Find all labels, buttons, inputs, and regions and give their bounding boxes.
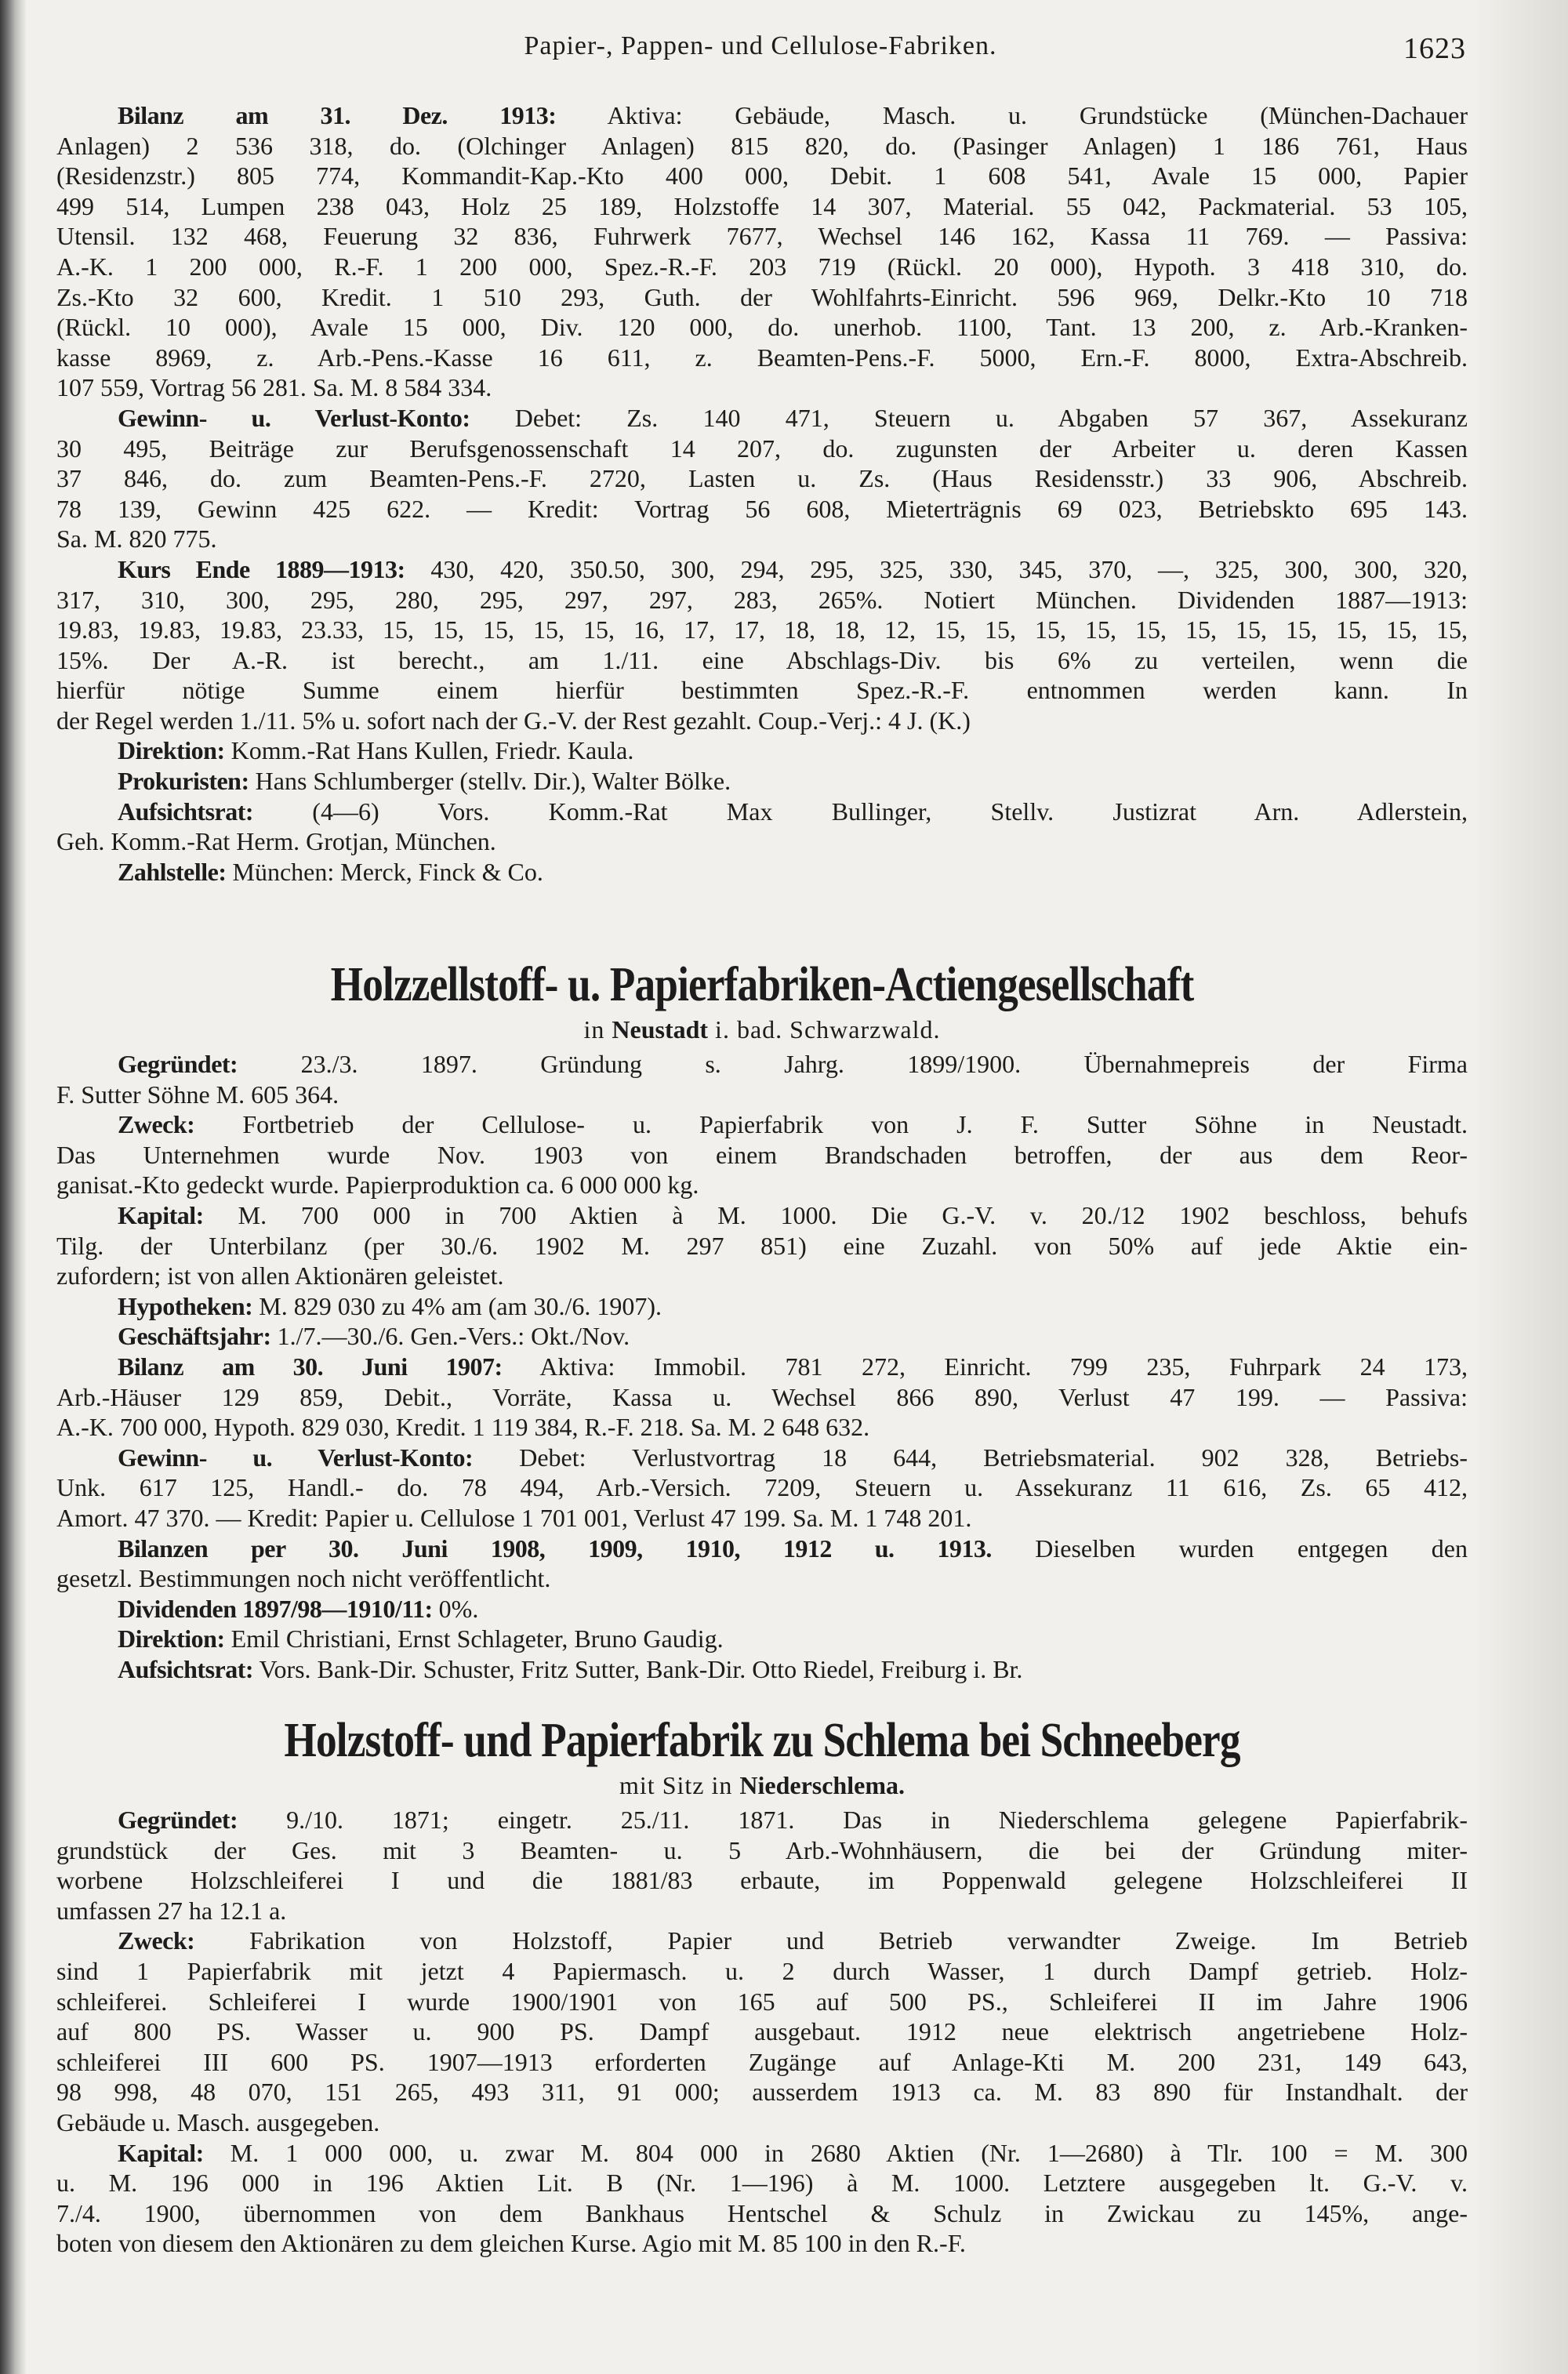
line-text: kasse 8969, z. Arb.-Pens.-Kasse 16 611, z. Beamten-Pens.-F. 5000, Ern.-F. 8000, Extra-Abschreib. [56, 343, 1468, 372]
paragraph-label: Direktion: [118, 1624, 225, 1653]
paragraph-label: Dividenden 1897/98—1910/11: [118, 1594, 433, 1623]
text-line [56, 1835, 1468, 1866]
line-text: umfassen 27 ha 12.1 a. [56, 1896, 287, 1925]
line-text: 1./7.—30./6. Gen.-Vers.: Okt./Nov. [277, 1322, 630, 1351]
paragraph-label: Gegründet: [118, 1050, 238, 1078]
line-text: (Residenzstr.) 805 774, Kommandit-Kap.-Kto 400 000, Debit. 1 608 541, Avale 15 000, Papier [56, 162, 1468, 191]
location-suffix: i. bad. Schwarzwald. [715, 1015, 941, 1044]
paragraph [56, 1109, 1468, 1200]
line-text: Zs.-Kto 32 600, Kredit. 1 510 293, Guth. der Wohlfahrts-Einricht. 596 969, Delkr.-Kto 10 718 [56, 282, 1468, 311]
text-line [56, 1926, 1468, 1956]
text-line [56, 403, 1468, 434]
line-text: Aktiva: Gebäude, Masch. u. Grundstücke (München-Dachauer [607, 101, 1468, 129]
text-line [56, 463, 1468, 494]
line-text: Fortbetrieb der Cellulose- u. Papierfabrik von J. F. Sutter Söhne in Neustadt. [242, 1110, 1468, 1139]
section-holzstoff-schlema [56, 1711, 1468, 2259]
paragraph-label: Gewinn- u. Verlust-Konto: [118, 403, 470, 432]
text-line [56, 494, 1468, 525]
text-line [56, 1352, 1468, 1382]
line-text: Sa. M. 820 775. [56, 525, 217, 554]
text-line [56, 1170, 1468, 1200]
line-text: Utensil. 132 468, Feuerung 32 836, Fuhrwerk 7677, Wechsel 146 162, Kassa 11 769. — Passiva: [56, 222, 1468, 251]
line-text: Hans Schlumberger (stellv. Dir.), Walter Bölke. [255, 767, 731, 796]
line-text: F. Sutter Söhne M. 605 364. [56, 1080, 339, 1109]
paragraph-label: Aufsichtsrat: [118, 1654, 254, 1683]
paragraph-label: Bilanz am 31. Dez. 1913: [118, 101, 557, 129]
text-line [56, 282, 1468, 313]
paragraph-label: Bilanzen per 30. Juni 1908, 1909, 1910, 1912 u. 1913. [118, 1534, 992, 1563]
text-line [56, 675, 1468, 706]
text-line [56, 1987, 1468, 2017]
text-line [56, 2107, 1468, 2138]
location-prefix: in [583, 1015, 605, 1044]
paragraph [56, 1443, 1468, 1534]
paragraph [56, 403, 1468, 554]
text-line [56, 434, 1468, 464]
company-title: Holzstoff- und Papierfabrik zu Schlema bei Schneeberg [284, 1714, 1240, 1767]
text-line [56, 1534, 1468, 1564]
text-line [56, 797, 1468, 827]
text-line [56, 554, 1468, 585]
text-line [56, 1896, 1468, 1926]
paragraph [56, 554, 1468, 736]
text-line [56, 1049, 1468, 1080]
line-text: sind 1 Papierfabrik mit jetzt 4 Papiermasch. u. 2 durch Wasser, 1 durch Dampf getrieb. Holz- [56, 1956, 1468, 1985]
text-line [56, 1594, 1468, 1624]
paragraph [56, 1594, 1468, 1624]
paragraph-label: Geschäftsjahr: [118, 1322, 271, 1351]
line-text: Komm.-Rat Hans Kullen, Friedr. Kaula. [230, 736, 634, 765]
paragraph-label: Hypotheken: [118, 1291, 253, 1320]
text-line [56, 766, 1468, 797]
text-line [56, 1291, 1468, 1322]
text-line [56, 1140, 1468, 1171]
text-line [56, 1624, 1468, 1654]
paragraph [56, 1805, 1468, 1926]
location-place: Neustadt [612, 1015, 709, 1044]
line-text: Debet: Verlustvortrag 18 644, Betriebsmaterial. 902 328, Betriebs- [519, 1443, 1468, 1472]
line-text: 317, 310, 300, 295, 280, 295, 297, 297, 283, 265%. Notiert München. Dividenden 1887—1913: [56, 585, 1468, 614]
paragraph [56, 857, 1468, 888]
paragraph [56, 1534, 1468, 1594]
line-text: 98 998, 48 070, 151 265, 493 311, 91 000; ausserdem 1913 ca. M. 83 890 für Instandhalt. der [56, 2078, 1468, 2107]
line-text: A.-K. 700 000, Hypoth. 829 030, Kredit. 1 119 384, R.-F. 218. Sa. M. 2 648 632. [56, 1413, 870, 1442]
text-line [56, 615, 1468, 645]
page-number: 1623 [1403, 32, 1466, 65]
text-line [56, 1382, 1468, 1413]
line-text: München: Merck, Finck & Co. [232, 857, 543, 886]
line-text: M. 700 000 in 700 Aktien à M. 1000. Die G.-V. v. 20./12 1902 beschloss, behufs [238, 1200, 1468, 1229]
line-text: Debet: Zs. 140 471, Steuern u. Abgaben 57 367, Assekuranz [514, 403, 1468, 432]
text-line [56, 1563, 1468, 1594]
text-line [56, 2138, 1468, 2169]
line-text: u. M. 196 000 in 196 Aktien Lit. B (Nr. 1—196) à M. 1000. Letztere ausgegeben lt. G.-V. v. [56, 2169, 1468, 2198]
text-line [56, 312, 1468, 343]
text-line [56, 524, 1468, 554]
line-text: 0%. [438, 1594, 479, 1623]
line-text: worbene Holzschleiferei I und die 1881/83 erbaute, im Poppenwald gelegene Holzschleiferei II [56, 1866, 1468, 1895]
paragraph-label: Kapital: [118, 1200, 204, 1229]
line-text: 9./10. 1871; eingetr. 25./11. 1871. Das in Niederschlema gelegene Papierfabrik- [286, 1806, 1468, 1834]
text-line [56, 221, 1468, 252]
text-line [56, 1865, 1468, 1896]
paragraph-label: Zweck: [118, 1926, 195, 1955]
text-line [56, 1472, 1468, 1503]
line-text: ganisat.-Kto gedeckt wurde. Papierproduktion ca. 6 000 000 kg. [56, 1171, 699, 1200]
paragraph-label: Bilanz am 30. Juni 1907: [118, 1352, 503, 1381]
text-line [56, 343, 1468, 373]
line-text: (4—6) Vors. Komm.-Rat Max Bullinger, Stellv. Justizrat Arn. Adlerstein, [312, 797, 1468, 826]
line-text: 7./4. 1900, übernommen von dem Bankhaus Hentschel & Schulz in Zwickau zu 145%, ange- [56, 2198, 1468, 2227]
line-text: schleiferei. Schleiferei I wurde 1900/1901 von 165 auf 500 PS., Schleiferei II im Jahre 1906 [56, 1987, 1468, 2016]
paragraph [56, 735, 1468, 766]
paragraph-label: Gegründet: [118, 1806, 238, 1834]
company-title: Holzzellstoff- u. Papierfabriken-Actiengesellschaft [330, 958, 1194, 1011]
text-line [56, 2077, 1468, 2107]
text-line [56, 1200, 1468, 1231]
line-text: 107 559, Vortrag 56 281. Sa. M. 8 584 334. [56, 373, 492, 402]
line-text: boten von diesem den Aktionären zu dem gleichen Kurse. Agio mit M. 85 100 in den R.-F. [56, 2229, 966, 2258]
paragraph-label: Zahlstelle: [118, 857, 227, 886]
paragraph [56, 1624, 1468, 1654]
paragraph-label: Gewinn- u. Verlust-Konto: [118, 1443, 474, 1472]
text-line [56, 1443, 1468, 1473]
text-line [56, 1412, 1468, 1443]
text-line [56, 2228, 1468, 2259]
book-binding-edge [0, 0, 27, 2374]
text-line [56, 1261, 1468, 1291]
text-line [56, 1503, 1468, 1534]
line-text: Aktiva: Immobil. 781 272, Einricht. 799 235, Fuhrpark 24 173, [539, 1352, 1468, 1381]
paragraph [56, 797, 1468, 857]
line-text: 30 495, Beiträge zur Berufsgenossenschaft 14 207, do. zugunsten der Arbeiter u. deren Kassen [56, 434, 1468, 463]
line-text: 499 514, Lumpen 238 043, Holz 25 189, Holzstoffe 14 307, Material. 55 042, Packmaterial. 53 105, [56, 191, 1468, 220]
line-text: Tilg. der Unterbilanz (per 30./6. 1902 M. 297 851) eine Zuzahl. von 50% auf jede Aktie ein- [56, 1231, 1468, 1260]
text-line [56, 1231, 1468, 1261]
text-line [56, 2047, 1468, 2078]
line-text: 37 846, do. zum Beamten-Pens.-F. 2720, Lasten u. Zs. (Haus Residensstr.) 33 906, Abschreib. [56, 464, 1468, 493]
text-line [56, 645, 1468, 676]
line-text: Das Unternehmen wurde Nov. 1903 von einem Brandschaden betroffen, der aus dem Reor- [56, 1140, 1468, 1169]
text-line [56, 1805, 1468, 1835]
line-text: Vors. Bank-Dir. Schuster, Fritz Sutter, Bank-Dir. Otto Riedel, Freiburg i. Br. [259, 1654, 1023, 1683]
paragraph [56, 2138, 1468, 2259]
line-text: Amort. 47 370. — Kredit: Papier u. Cellulose 1 701 001, Verlust 47 199. Sa. M. 1 748 201. [56, 1503, 972, 1532]
line-text: Gebäude u. Masch. ausgegeben. [56, 2107, 380, 2136]
paragraph [56, 766, 1468, 797]
line-text: Emil Christiani, Ernst Schlageter, Bruno Gaudig. [230, 1624, 724, 1653]
text-line [56, 161, 1468, 191]
text-line [56, 1080, 1468, 1110]
line-text: M. 829 030 zu 4% am (am 30./6. 1907). [259, 1291, 662, 1320]
line-text: hierfür nötige Summe einem hierfür bestimmten Spez.-R.-F. entnommen werden kann. In [56, 676, 1468, 705]
text-line [56, 826, 1468, 857]
paragraph [56, 1291, 1468, 1322]
text-line [56, 1654, 1468, 1685]
running-title: Papier-, Pappen- und Cellulose-Fabriken. [524, 31, 997, 60]
company-location [56, 1770, 1468, 1800]
line-text: 15%. Der A.-R. ist berecht., am 1./11. eine Abschlags-Div. bis 6% zu verteilen, wenn die [56, 645, 1468, 674]
line-text: Dieselben wurden entgegen den [1035, 1534, 1468, 1563]
text-line [56, 585, 1468, 615]
text-line [56, 1321, 1468, 1352]
paragraph [56, 100, 1468, 403]
text-line [56, 252, 1468, 282]
line-text: 78 139, Gewinn 425 622. — Kredit: Vortrag 56 608, Mieterträgnis 69 023, Betriebskto 695 143. [56, 494, 1468, 523]
line-text: zufordern; ist von allen Aktionären geleistet. [56, 1261, 504, 1290]
paragraph [56, 1926, 1468, 2137]
line-text: gesetzl. Bestimmungen noch nicht veröffentlicht. [56, 1564, 551, 1593]
company-location [56, 1015, 1468, 1044]
text-line [56, 706, 1468, 736]
section-holzzellstoff-neustadt [56, 955, 1468, 1684]
line-text: grundstück der Ges. mit 3 Beamten- u. 5 Arb.-Wohnhäusern, die bei der Gründung miter- [56, 1835, 1468, 1864]
text-line [56, 191, 1468, 222]
location-prefix: mit Sitz in [619, 1771, 733, 1799]
text-line [56, 131, 1468, 162]
text-line [56, 857, 1468, 888]
paragraph-label: Kurs Ende 1889—1913: [118, 554, 405, 583]
section-previous-company-continued [56, 100, 1468, 887]
paragraph [56, 1352, 1468, 1443]
paragraph-label: Kapital: [118, 2138, 204, 2167]
line-text: 23./3. 1897. Gründung s. Jahrg. 1899/1900. Übernahmepreis der Firma [300, 1050, 1468, 1078]
line-text: 430, 420, 350.50, 300, 294, 295, 325, 330, 345, 370, —, 325, 300, 300, 320, [430, 554, 1468, 583]
line-text: (Rückl. 10 000), Avale 15 000, Div. 120 000, do. unerhob. 1100, Tant. 13 200, z. Arb.-Kranken- [56, 313, 1468, 342]
location-place: Niederschlema. [739, 1771, 905, 1799]
paragraph-label: Direktion: [118, 736, 225, 765]
line-text: der Regel werden 1./11. 5% u. sofort nach der G.-V. der Rest gezahlt. Coup.-Verj.: 4 J. (K.) [56, 706, 971, 735]
paragraph-label: Aufsichtsrat: [118, 797, 254, 826]
paragraph [56, 1049, 1468, 1109]
text-line [56, 2016, 1468, 2047]
line-text: Anlagen) 2 536 318, do. (Olchinger Anlagen) 815 820, do. (Pasinger Anlagen) 1 186 761, Haus [56, 131, 1468, 160]
text-line [56, 735, 1468, 766]
text-line [56, 1956, 1468, 1987]
line-text: M. 1 000 000, u. zwar M. 804 000 in 2680 Aktien (Nr. 1—2680) à Tlr. 100 = M. 300 [230, 2138, 1468, 2167]
line-text: schleiferei III 600 PS. 1907—1913 erforderten Zugänge auf Anlage-Kti M. 200 231, 149 643, [56, 2047, 1468, 2076]
paragraph-label: Zweck: [118, 1110, 195, 1139]
paragraph [56, 1654, 1468, 1685]
line-text: Unk. 617 125, Handl.- do. 78 494, Arb.-Versich. 7209, Steuern u. Assekuranz 11 616, Zs. 65 412, [56, 1473, 1468, 1502]
line-text: A.-K. 1 200 000, R.-F. 1 200 000, Spez.-R.-F. 203 719 (Rückl. 20 000), Hypoth. 3 418 310, do. [56, 252, 1468, 281]
text-line [56, 372, 1468, 403]
text-line [56, 100, 1468, 131]
line-text: Geh. Komm.-Rat Herm. Grotjan, München. [56, 827, 496, 856]
line-text: Arb.-Häuser 129 859, Debit., Vorräte, Kassa u. Wechsel 866 890, Verlust 47 199. — Passiva: [56, 1382, 1468, 1411]
paragraph [56, 1200, 1468, 1291]
line-text: auf 800 PS. Wasser u. 900 PS. Dampf ausgebaut. 1912 neue elektrisch angetriebene Holz- [56, 2017, 1468, 2046]
paragraph [56, 1321, 1468, 1352]
running-header [55, 31, 1466, 71]
page-shadow [1474, 0, 1568, 2374]
text-line [56, 2198, 1468, 2229]
paragraph-label: Prokuristen: [118, 767, 249, 796]
text-line [56, 1109, 1468, 1140]
text-line [56, 2168, 1468, 2198]
line-text: 19.83, 19.83, 19.83, 23.33, 15, 15, 15, 15, 15, 16, 17, 17, 18, 18, 12, 15, 15, 15, 15, 15, 15, 15, 15, 15, 15, 15, [56, 615, 1468, 644]
line-text: Fabrikation von Holzstoff, Papier und Betrieb verwandter Zweige. Im Betrieb [249, 1926, 1468, 1955]
